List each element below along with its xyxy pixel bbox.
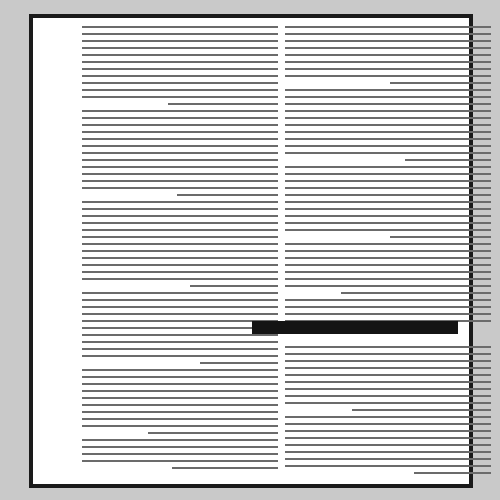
text-line xyxy=(285,458,491,460)
text-line xyxy=(82,68,278,70)
text-line xyxy=(285,360,491,362)
text-line xyxy=(82,376,278,378)
text-line xyxy=(285,243,491,245)
text-line xyxy=(285,229,491,231)
text-line xyxy=(82,229,278,231)
text-line xyxy=(82,292,278,294)
text-line xyxy=(285,152,491,154)
text-line xyxy=(285,68,491,70)
text-line xyxy=(285,26,491,28)
text-line xyxy=(82,453,278,455)
text-line xyxy=(82,369,278,371)
text-line xyxy=(82,201,278,203)
text-line xyxy=(285,285,491,287)
text-line xyxy=(82,257,278,259)
text-line xyxy=(82,208,278,210)
text-line xyxy=(285,131,491,133)
text-line xyxy=(285,430,491,432)
text-line xyxy=(341,292,491,294)
text-line xyxy=(82,243,278,245)
text-line xyxy=(82,460,278,462)
text-line xyxy=(285,138,491,140)
text-line xyxy=(285,437,491,439)
text-line xyxy=(285,40,491,42)
text-line xyxy=(285,381,491,383)
text-line xyxy=(285,194,491,196)
text-line xyxy=(285,465,491,467)
text-line xyxy=(285,395,491,397)
text-line xyxy=(285,47,491,49)
text-line xyxy=(172,467,278,469)
text-line xyxy=(82,404,278,406)
text-block xyxy=(82,26,278,474)
text-line xyxy=(82,215,278,217)
text-line xyxy=(82,418,278,420)
text-line xyxy=(82,425,278,427)
text-line xyxy=(285,367,491,369)
text-line xyxy=(148,432,278,434)
text-line xyxy=(285,306,491,308)
text-line xyxy=(82,47,278,49)
text-line xyxy=(285,180,491,182)
text-line xyxy=(82,299,278,301)
text-line xyxy=(82,187,278,189)
text-line xyxy=(285,33,491,35)
text-line xyxy=(82,390,278,392)
text-line xyxy=(82,96,278,98)
text-line xyxy=(285,124,491,126)
text-block xyxy=(285,346,491,479)
text-line xyxy=(82,159,278,161)
text-line xyxy=(285,222,491,224)
text-line xyxy=(82,397,278,399)
text-line xyxy=(82,152,278,154)
text-line xyxy=(82,138,278,140)
text-line xyxy=(82,54,278,56)
text-line xyxy=(285,423,491,425)
text-line xyxy=(82,89,278,91)
document-page xyxy=(29,14,473,488)
text-line xyxy=(285,215,491,217)
text-line xyxy=(285,54,491,56)
text-line xyxy=(82,334,278,336)
text-line xyxy=(285,117,491,119)
text-line xyxy=(285,264,491,266)
text-line xyxy=(82,166,278,168)
text-line xyxy=(285,388,491,390)
text-line xyxy=(405,159,491,161)
text-line xyxy=(177,194,278,196)
text-line xyxy=(82,271,278,273)
text-line xyxy=(82,75,278,77)
text-line xyxy=(82,439,278,441)
text-line xyxy=(82,341,278,343)
text-line xyxy=(285,89,491,91)
text-line xyxy=(82,446,278,448)
text-line xyxy=(285,61,491,63)
text-line xyxy=(82,180,278,182)
text-line xyxy=(285,444,491,446)
text-line xyxy=(285,173,491,175)
text-line xyxy=(285,96,491,98)
text-line xyxy=(82,264,278,266)
text-line xyxy=(285,353,491,355)
text-line xyxy=(82,348,278,350)
text-line xyxy=(285,374,491,376)
text-line xyxy=(82,313,278,315)
text-column-right-lower xyxy=(285,346,491,486)
text-line xyxy=(285,313,491,315)
text-line xyxy=(82,61,278,63)
text-line xyxy=(82,411,278,413)
text-line xyxy=(285,110,491,112)
text-line xyxy=(190,285,278,287)
text-line xyxy=(82,327,278,329)
text-line xyxy=(285,250,491,252)
text-line xyxy=(285,103,491,105)
text-line xyxy=(285,208,491,210)
text-line xyxy=(82,383,278,385)
text-line xyxy=(285,299,491,301)
text-line xyxy=(82,145,278,147)
text-line xyxy=(82,40,278,42)
text-line xyxy=(82,82,278,84)
text-line xyxy=(82,33,278,35)
text-line xyxy=(82,124,278,126)
text-line xyxy=(82,355,278,357)
text-line xyxy=(285,402,491,404)
text-line xyxy=(82,278,278,280)
text-line xyxy=(352,409,491,411)
text-line xyxy=(285,75,491,77)
text-line xyxy=(168,103,278,105)
text-column-right-upper xyxy=(285,26,491,332)
text-line xyxy=(82,306,278,308)
text-line xyxy=(82,250,278,252)
text-line xyxy=(390,236,491,238)
text-line xyxy=(285,257,491,259)
text-line xyxy=(285,346,491,348)
text-line xyxy=(285,278,491,280)
text-line xyxy=(82,26,278,28)
text-line xyxy=(285,187,491,189)
text-column-left xyxy=(82,26,278,486)
text-block xyxy=(285,26,491,327)
text-line xyxy=(285,416,491,418)
text-line xyxy=(82,110,278,112)
text-line xyxy=(390,82,491,84)
text-line xyxy=(200,362,278,364)
text-line xyxy=(285,145,491,147)
text-line xyxy=(82,320,278,322)
text-line xyxy=(82,131,278,133)
text-line xyxy=(82,173,278,175)
text-line xyxy=(414,472,491,474)
text-line xyxy=(285,451,491,453)
text-line xyxy=(285,271,491,273)
text-line xyxy=(82,236,278,238)
text-line xyxy=(285,166,491,168)
text-line xyxy=(82,222,278,224)
text-line xyxy=(82,117,278,119)
text-line xyxy=(285,201,491,203)
section-heading-bar xyxy=(252,321,458,334)
